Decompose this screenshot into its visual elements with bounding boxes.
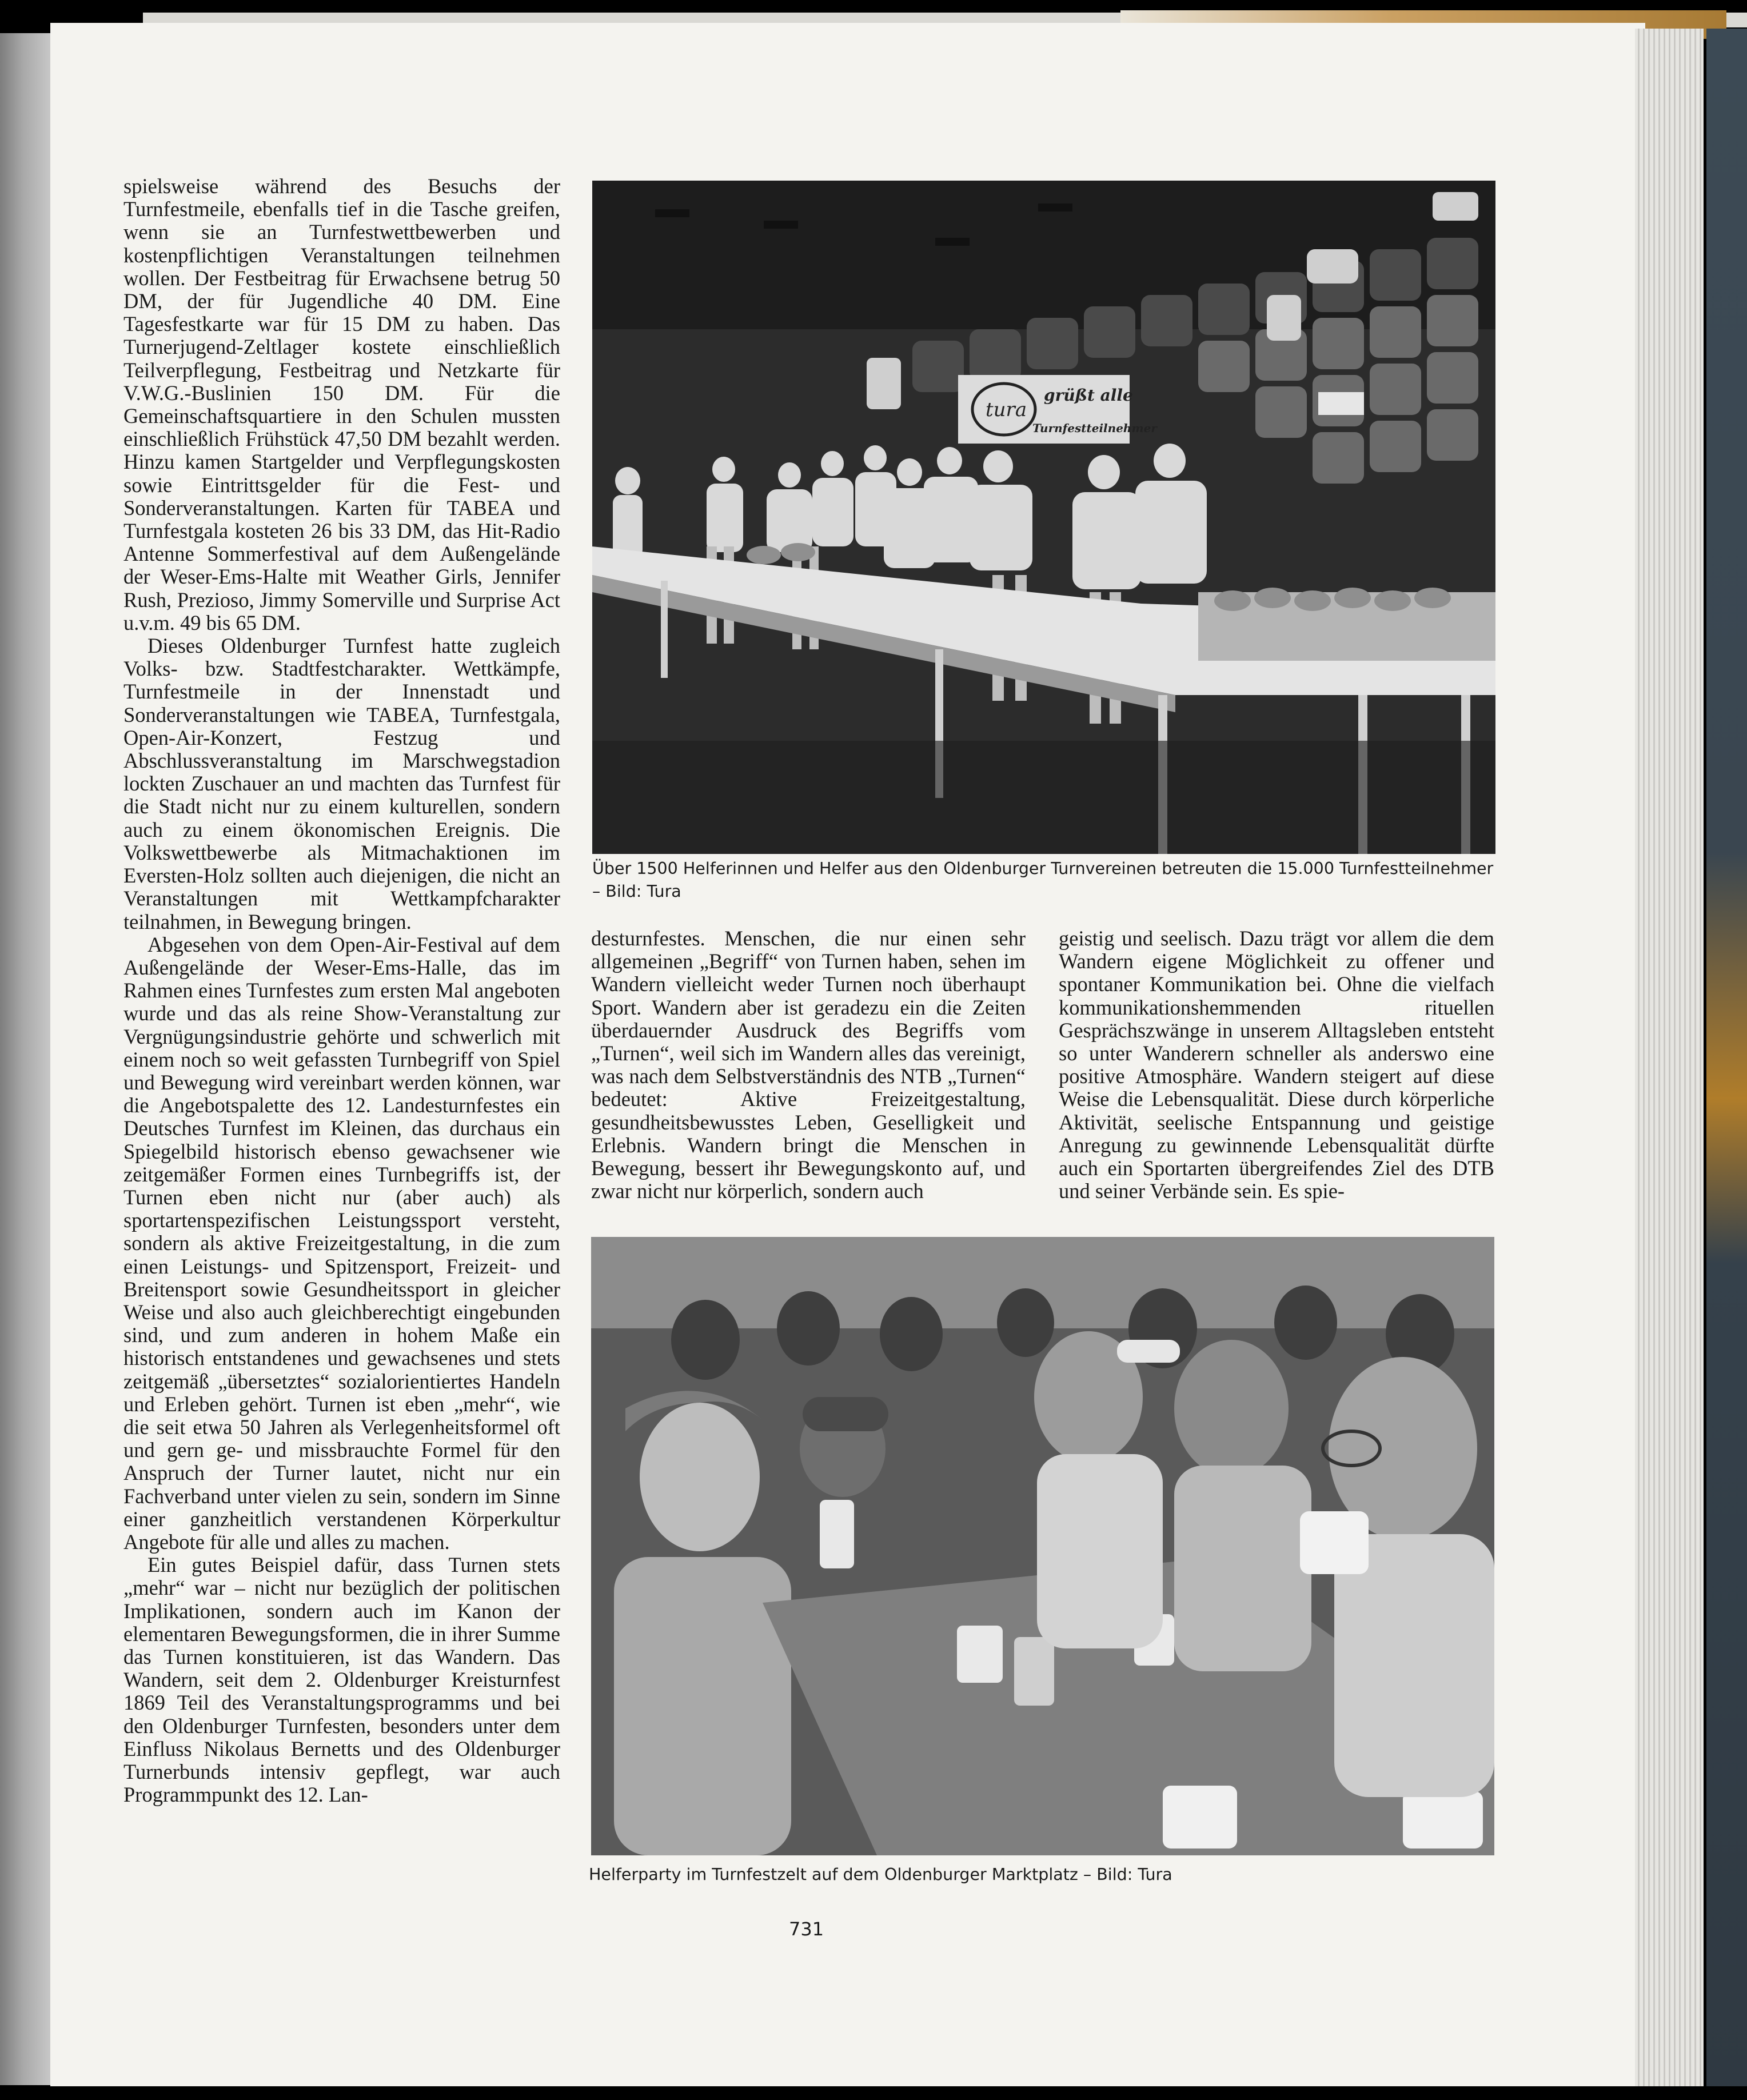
- photo-helper-party-caption: Helferparty im Turnfestzelt auf dem Oldenburger Marktplatz – Bild: Tura: [589, 1865, 1172, 1884]
- photo-helpers: [592, 181, 1495, 854]
- paragraph: desturnfestes. Menschen, die nur einen sehr allgemeinen „Begriff“ von Turnen haben, sehen im Wandern vielleicht weder Turnen noch überhaupt Sport. Wandern aber ist geradezu ein die Zeiten überdauernder Ausdruck des Begriffs vom „Turnen“, weil sich im Wandern alles das vereinigt, was nach dem Selbstverständnis des NTB „Turnen“ bedeutet: Aktive Freizeitgestaltung, gesundheitsbewusstes Leben, Geselligkeit und Erlebnis. Wandern bringt die Menschen in Bewegung, bessert ihr Bewegungskonto auf, und zwar nicht nur körperlich, sondern auch: [591, 927, 1026, 1203]
- paragraph: spielsweise während des Besuchs der Turnfestmeile, ebenfalls tief in die Tasche greifen, wenn sie an Turnfestwettbewerben und kostenpflichtigen Veranstaltungen teilnehmen wollen. Der Festbeitrag für Erwachsene betrug 50 DM, der für Jugendliche 40 DM. Eine Tagesfestkarte war für 15 DM zu haben. Das Turnerjugend-Zeltlager kostete einschließlich Teilverpflegung, Festbeitrag und Netzkarte für V.W.G.-Buslinien 150 DM. Für die Gemeinschaftsquartiere in den Schulen mussten einschließlich Frühstück 47,50 DM bezahlt werden. Hinzu kamen Startgelder und Verpflegungskosten sowie Eintrittsgelder für die Fest- und Sonderveranstaltungen. Karten für TABEA und Turnfestgala kosteten 26 bis 33 DM, das Hit-Radio Antenne Sommerfestival auf dem Außengelände der Weser-Ems-Halte mit Weather Girls, Jennifer Rush, Prezioso, Jimmy Somerville und Surprise Act u.v.m. 49 bis 65 DM.: [123, 174, 560, 634]
- page-stack-edge: [1635, 29, 1704, 2086]
- banner-line-1: grüßt alle: [1044, 386, 1133, 405]
- paragraph: geistig und seelisch. Dazu trägt vor allem die dem Wandern eigene Möglichkeit zu offener und spontaner Kommunikation bei. Ohne die vielfach kommunikationshemmenden rituellen Gesprächszwänge in unserem Alltagsleben entsteht so unter Wanderern schneller als anderswo eine positive Atmosphäre. Wandern steigert auf diese Weise die Lebensqualität. Diese durch körperliche Aktivität, seelische Entspannung und geistige Anregung zu gewinnende Lebensqualität dürfte auch ein Sportarten übergreifendes Ziel des DTB und seiner Verbände sein. Es spie-: [1059, 927, 1494, 1203]
- banner-line-2: Turnfestteilnehmer: [1032, 421, 1157, 435]
- page-number: 731: [789, 1918, 824, 1940]
- text-column-middle: [591, 927, 1026, 1203]
- text-column-right: [1059, 927, 1494, 1203]
- paragraph: Dieses Oldenburger Turnfest hatte zugleich Volks- bzw. Stadtfestcharakter. Wettkämpfe, Turnfestmeile in der Innenstadt und Sonderveranstaltungen wie TABEA, Turnfestgala, Open-Air-Konzert, Festzug und Abschlussveranstaltung im Marschwegstadion lockten Zuschauer an und machten das Turnfest für die Stadt nicht nur zu einem kulturellen, sondern auch zu einem ökonomischen Ereignis. Die Volkswettbewerbe als Mitmachaktionen im Eversten-Holz sollten auch diejenigen, die nicht an Veranstaltungen mit Wettkampfcharakter teilnahmen, in Bewegung bringen.: [123, 634, 560, 933]
- photo-helper-party: [591, 1237, 1494, 1855]
- party-illustration: [591, 1237, 1494, 1855]
- banner-logo: tura: [986, 398, 1027, 421]
- helpers-illustration: [592, 181, 1495, 854]
- paragraph: Ein gutes Beispiel dafür, dass Turnen stets „mehr“ war – nicht nur bezüglich der politischen Implikationen, sondern auch im Kanon der elementaren Bewegungsformen, die in ihrer Summe das Turnen konstituieren, ist das Wandern. Das Wandern, seit dem 2. Oldenburger Kreisturnfest 1869 Teil des Veranstaltungsprogramms und bei den Oldenburger Turnfesten, besonders unter dem Einfluss Nikolaus Bernetts und des Oldenburger Turnerbunds intensiv gepflegt, war auch Programmpunkt des 12. Lan-: [123, 1553, 560, 1807]
- paragraph: Abgesehen von dem Open-Air-Festival auf dem Außengelände der Weser-Ems-Halle, das im Rahmen eines Turnfestes zum ersten Mal angeboten wurde und das als reine Show-Veranstaltung zur Vergnügungsindustrie gehörte und schwerlich mit einem noch so weit gefassten Turnbegriff von Spiel und Bewegung wird vereinbart werden können, war die Angebotspalette des 12. Landesturnfestes ein Deutsches Turnfest im Kleinen, das durchaus ein Spiegelbild historisch ebenso gewachsener wie zeitgemäßer Formen eines Turnbegriffs ist, der Turnen eben nicht nur (aber auch) als sportartenspezifischen Leistungssport versteht, sondern als aktive Freizeitgestaltung, in die zum einen Leistungs- und Spitzensport, Freizeit- und Breitensport sowie Gesundheitssport in gleicher Weise und also auch gleichberechtigt eingebunden sind, und zum anderen in hohem Maße ein historisch entstandenes und gewachsenes und stets zeitgemäß „übersetztes“ sozialorientiertes Handeln und Erleben gehört. Turnen ist eben „mehr“, wie die seit etwa 50 Jahren als Verlegenheitsformel oft und gern ge- und missbrauchte Formel für den Anspruch der Turner lautet, nicht nur ein Fachverband unter vielen zu sein, sondern im Sinne einer ganzheitlich verstandenen Körperkultur Angebote für alle und alles zu machen.: [123, 932, 560, 1554]
- left-page-edge: [0, 33, 57, 2085]
- book-spine: [1706, 29, 1747, 2086]
- text-column-left: [123, 175, 560, 1806]
- photo-helpers-caption: Über 1500 Helferinnen und Helfer aus den Oldenburger Turnvereinen betreuten die 15.000 Turnfestteilnehmer – Bild: Tura: [592, 859, 1494, 901]
